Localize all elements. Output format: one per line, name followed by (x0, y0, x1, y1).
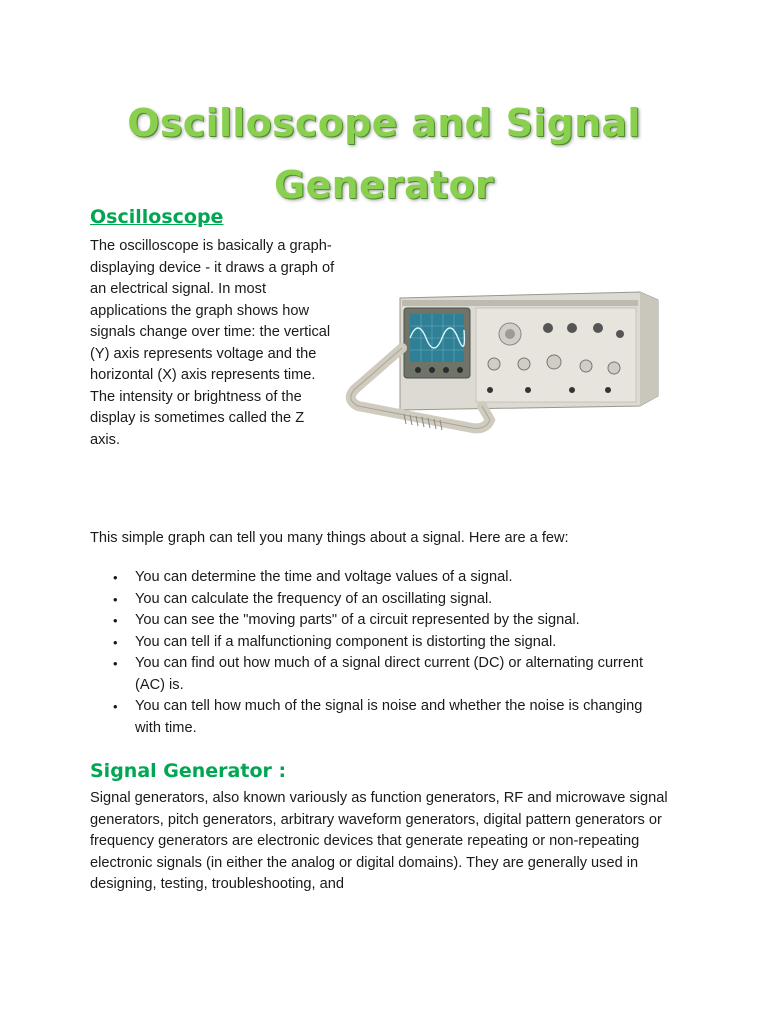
bullet-marker: • (113, 570, 118, 585)
signal-generator-heading: Signal Generator : (90, 760, 287, 782)
list-item-text: You can see the "moving parts" of a circuit represented by the signal. (135, 612, 580, 628)
list-item (90, 567, 650, 589)
knob (567, 323, 577, 333)
knob (580, 360, 592, 372)
oscilloscope-image (340, 278, 670, 458)
knob (518, 358, 530, 370)
scope-top-strip (402, 300, 638, 306)
scope-side (640, 292, 658, 406)
list-item-text: You can tell if a malfunctioning component is distorting the signal. (135, 633, 557, 650)
title-line-2: Generator (274, 163, 494, 207)
list-item-text: You can determine the time and voltage values of a signal. (135, 569, 513, 585)
bullet-marker: • (113, 591, 118, 607)
list-item-text: You can find out how much of a signal direct current (DC) or alternating current (AC) is. (135, 655, 644, 693)
list-item (90, 653, 650, 696)
list-item (90, 589, 650, 611)
bullet-marker: • (113, 613, 118, 628)
oscilloscope-heading: Oscilloscope (90, 206, 224, 228)
capabilities-list (90, 567, 650, 739)
bullet-marker: • (113, 699, 118, 714)
page-title (0, 92, 768, 216)
knob (488, 358, 500, 370)
knob (429, 367, 435, 373)
list-item (90, 696, 650, 739)
knob (547, 355, 561, 369)
list-item-text: You can tell how much of the signal is noise and whether the noise is changing with time. (135, 698, 643, 736)
knob (593, 323, 603, 333)
simple-graph-paragraph: This simple graph can tell you many things about a signal. Here are a few: (90, 530, 569, 546)
knob (443, 367, 449, 373)
large-knob-center (505, 329, 515, 339)
list-item (90, 632, 650, 654)
oscilloscope-intro-paragraph: The oscilloscope is basically a graph-displaying device - it draws a graph of an electrical signal. In most applications the graph shows how signals change over time: the vertical (Y) axis represents voltage and the horizontal (X) axis represents time. The intensity or brightness of the display is sometimes called the Z axis. (90, 238, 335, 448)
title-line-1: Oscilloscope and Signal (127, 101, 641, 145)
bullet-marker: • (113, 656, 118, 671)
knob (608, 362, 620, 374)
knob (415, 367, 421, 373)
bullet-marker: • (113, 634, 118, 650)
knob (616, 330, 624, 338)
knob (457, 367, 463, 373)
list-item-text: You can calculate the frequency of an oscillating signal. (135, 590, 493, 607)
list-item (90, 610, 650, 632)
signal-generator-paragraph: Signal generators, also known variously as function generators, RF and microwave signal generators, pitch generators, arbitrary waveform generators, digital pattern generators or frequency generators are electronic devices that generate repeating or non-repeating electronic signals (in either the analog or digital domains). They are generally used in designing, testing, troubleshooting, and (90, 790, 668, 892)
knob (543, 323, 553, 333)
